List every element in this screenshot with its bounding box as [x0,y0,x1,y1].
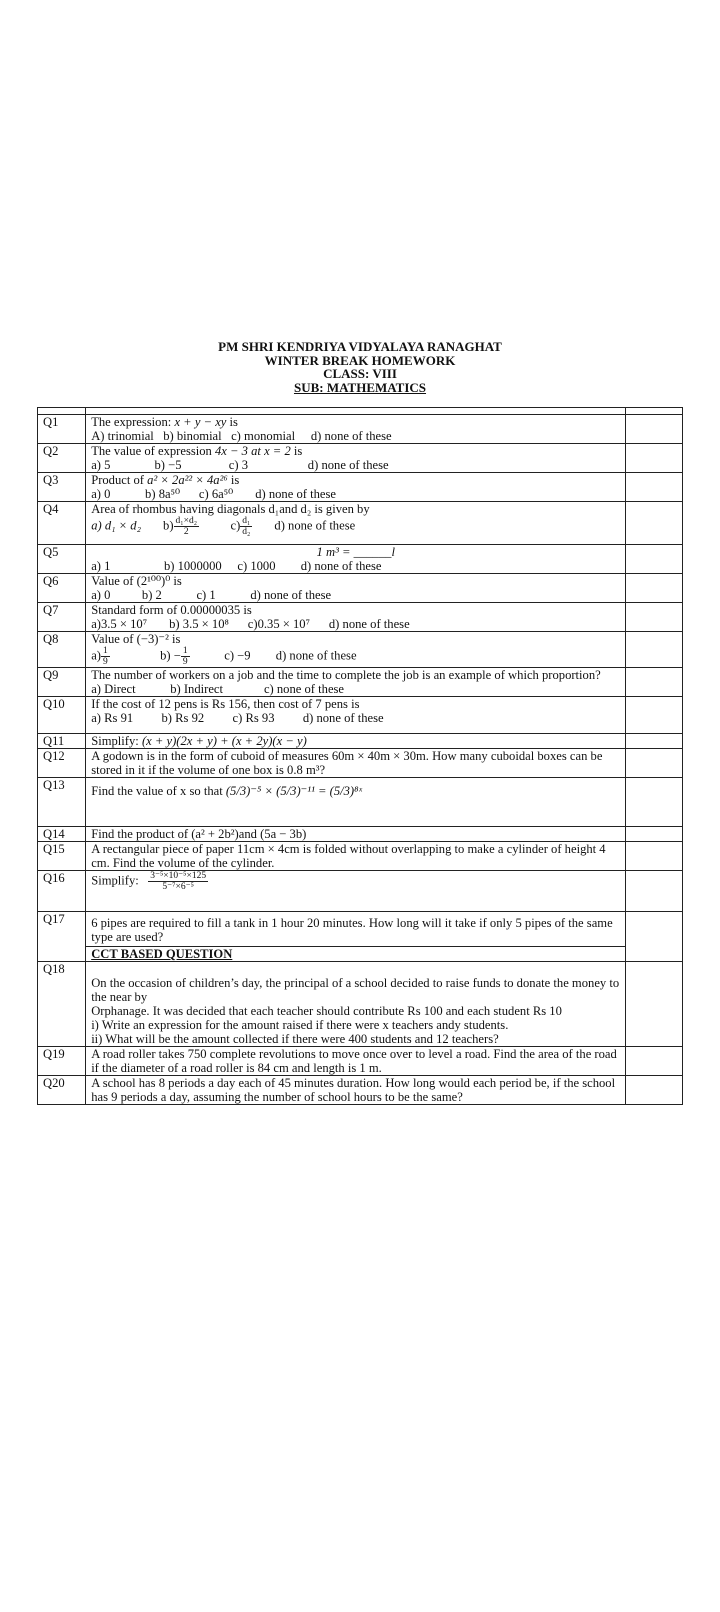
answer-options: a) Rs 91 b) Rs 92 c) Rs 93 d) none of these [91,711,384,725]
table-top-row [38,408,683,415]
school-name: PM SHRI KENDRIYA VIDYALAYA RANAGHAT [218,339,502,354]
blank-cell [626,827,683,842]
question-row-q11 [38,734,683,749]
question-row-q15 [38,842,683,871]
blank-cell [626,1047,683,1076]
question-number: Q17 [38,912,86,962]
question-text: Value of (−3)⁻² is a) $\frac{1}{9}$ b) − $\frac{1}{9}$ c) −9 d) none of these [86,632,626,668]
answer-options: a) 0 b) 2 c) 1 d) none of these [91,588,332,602]
question-number: Q19 [38,1047,86,1076]
question-row-q3 [38,473,683,502]
question-row-q20 [38,1076,683,1105]
blank-cell [626,697,683,734]
question-number: Q4 [38,502,86,545]
question-row-q16 [38,871,683,912]
blank-cell [626,473,683,502]
blank-cell [626,444,683,473]
blank-cell [626,668,683,697]
question-row-q4 [38,502,683,545]
subject-label: SUB: MATHEMATICS [293,379,427,395]
question-number: Q7 [38,603,86,632]
question-row-q9 [38,668,683,697]
answer-options: a) 5 b) −5 c) 3 d) none of these [91,458,389,472]
question-text: A rectangular piece of paper 11cm × 4cm is folded without overlapping to make a cylinder of height 4 cm. Find the volume of the cylinder. [86,842,626,871]
blank-cell [626,842,683,871]
blank-cell [626,502,683,545]
blank-cell [626,415,683,444]
question-number: Q15 [38,842,86,871]
answer-options: a) Direct b) Indirect c) none of these [91,682,345,696]
question-text: The number of workers on a job and the time to complete the job is an example of which proportion? a) Direct b) Indirect c) none of these [86,668,626,697]
blank-cell [626,778,683,827]
answer-options: a) 0 b) 8a⁵⁰ c) 6a⁵⁰ d) none of these [91,487,336,501]
question-row-q8 [38,632,683,668]
question-number: Q12 [38,749,86,778]
question-text: On the occasion of children’s day, the principal of a school decided to raise funds to donate the money to the near by Orphanage. It was decided that each teacher should contribute Rs 100 and each student Rs 10 i) Write an expression for the amount raised if there were x teachers andy students. ii) What will be the amount collected if there were 400 students and 12 teachers? [86,962,626,1047]
question-text: Standard form of 0.00000035 is a)3.5 × 10⁷ b) 3.5 × 10⁸ c)0.35 × 10⁷ d) none of these [86,603,626,632]
question-row-q10 [38,697,683,734]
question-number: Q8 [38,632,86,668]
question-text: The value of expression 4x − 3 at x = 2 is a) 5 b) −5 c) 3 d) none of these [86,444,626,473]
fraction: $\frac{1}{9}$ [182,646,188,667]
question-row-q19 [38,1047,683,1076]
document-header [0,340,720,394]
question-number: Q14 [38,827,86,842]
question-row-q6 [38,574,683,603]
question-text: Simplify: (x + y)(2x + y) + (x + 2y)(x − y) [86,734,626,749]
question-number: Q2 [38,444,86,473]
fraction: $\frac{\text{d₁×d₂}}{2}$ [175,516,198,537]
exponent-equation: (5/3)⁻⁵ × (5/3)⁻¹¹ = (5/3)⁸ˣ [225,784,363,798]
blank-cell [626,734,683,749]
question-number: Q5 [38,545,86,574]
blank-cell [626,912,683,962]
question-row-q18 [38,962,683,1047]
question-stem: 1 m³ = ______l [316,545,395,559]
question-row-q7 [38,603,683,632]
blank-cell [626,603,683,632]
question-row-q5 [38,545,683,574]
cct-heading: CCT BASED QUESTION [91,947,233,961]
question-text: If the cost of 12 pens is Rs 156, then cost of 7 pens is a) Rs 91 b) Rs 92 c) Rs 93 d) none of these [86,697,626,734]
question-text: Value of (2¹⁰⁰)⁰ is a) 0 b) 2 c) 1 d) none of these [86,574,626,603]
question-number: Q18 [38,962,86,1047]
blank-cell [626,871,683,912]
question-text: A road roller takes 750 complete revolutions to move once over to level a road. Find the area of the road if the diameter of a road roller is 84 cm and length is 1 m. [86,1047,626,1076]
class-label: CLASS: VIII [323,366,397,381]
question-number: Q20 [38,1076,86,1105]
question-text: A school has 8 periods a day each of 45 minutes duration. How long would each period be, if the school has 9 periods a day, assuming the number of school hours to be the same? [86,1076,626,1105]
question-text: Find the value of x so that (5/3)⁻⁵ × (5/3)⁻¹¹ = (5/3)⁸ˣ [86,778,626,827]
question-row-q17 [38,912,683,962]
homework-title: WINTER BREAK HOMEWORK [264,352,456,368]
fraction: $\frac{\text{3⁻⁵×10⁻⁵×125}}{\text{5⁻⁷×6⁻⁵}}$ [150,871,207,892]
question-text: A godown is in the form of cuboid of measures 60m × 40m × 30m. How many cuboidal boxes can be stored in it if the volume of one box is 0.8 m³? [86,749,626,778]
question-number: Q1 [38,415,86,444]
question-number: Q6 [38,574,86,603]
blank-cell [626,545,683,574]
question-text: Area of rhombus having diagonals d₁and d₂ is given by a) d₁ × d₂ b) $\frac{\text{d₁×d₂}}{2}$ c) $\frac{\text{d₁}}{\text{d₂}}$ d) none of these [86,502,626,545]
questions-table [37,407,683,1105]
blank-cell [626,1076,683,1105]
question-text: The expression: x + y − xy is A) trinomial b) binomial c) monomial d) none of these [86,415,626,444]
question-number: Q10 [38,697,86,734]
blank-cell [626,574,683,603]
question-number: Q16 [38,871,86,912]
blank-cell [626,632,683,668]
question-number: Q13 [38,778,86,827]
blank-cell [626,962,683,1047]
question-row-q13 [38,778,683,827]
blank-cell [626,749,683,778]
question-row-q1 [38,415,683,444]
question-number: Q9 [38,668,86,697]
question-number: Q3 [38,473,86,502]
question-text: Product of a² × 2a²² × 4a²⁶ is a) 0 b) 8a⁵⁰ c) 6a⁵⁰ d) none of these [86,473,626,502]
question-row-q12 [38,749,683,778]
fraction: $\frac{1}{9}$ [102,646,108,667]
answer-options: A) trinomial b) binomial c) monomial d) none of these [91,429,392,443]
question-row-q2 [38,444,683,473]
answer-options: a) 1 b) 1000000 c) 1000 d) none of these [91,559,382,573]
answer-options: a)3.5 × 10⁷ b) 3.5 × 10⁸ c)0.35 × 10⁷ d) none of these [91,617,410,631]
question-text: 6 pipes are required to fill a tank in 1 hour 20 minutes. How long will it take if only 5 pipes of the same type are used? CCT BASED QUESTION [86,912,626,962]
question-number: Q11 [38,734,86,749]
fraction: $\frac{\text{d₁}}{\text{d₂}}$ [242,516,251,537]
question-row-q14 [38,827,683,842]
question-text: Find the product of (a² + 2b²)and (5a − 3b) [86,827,626,842]
question-text: Simplify: $\frac{\text{3⁻⁵×10⁻⁵×125}}{\text{5⁻⁷×6⁻⁵}}$ [86,871,626,912]
question-text [86,545,626,574]
